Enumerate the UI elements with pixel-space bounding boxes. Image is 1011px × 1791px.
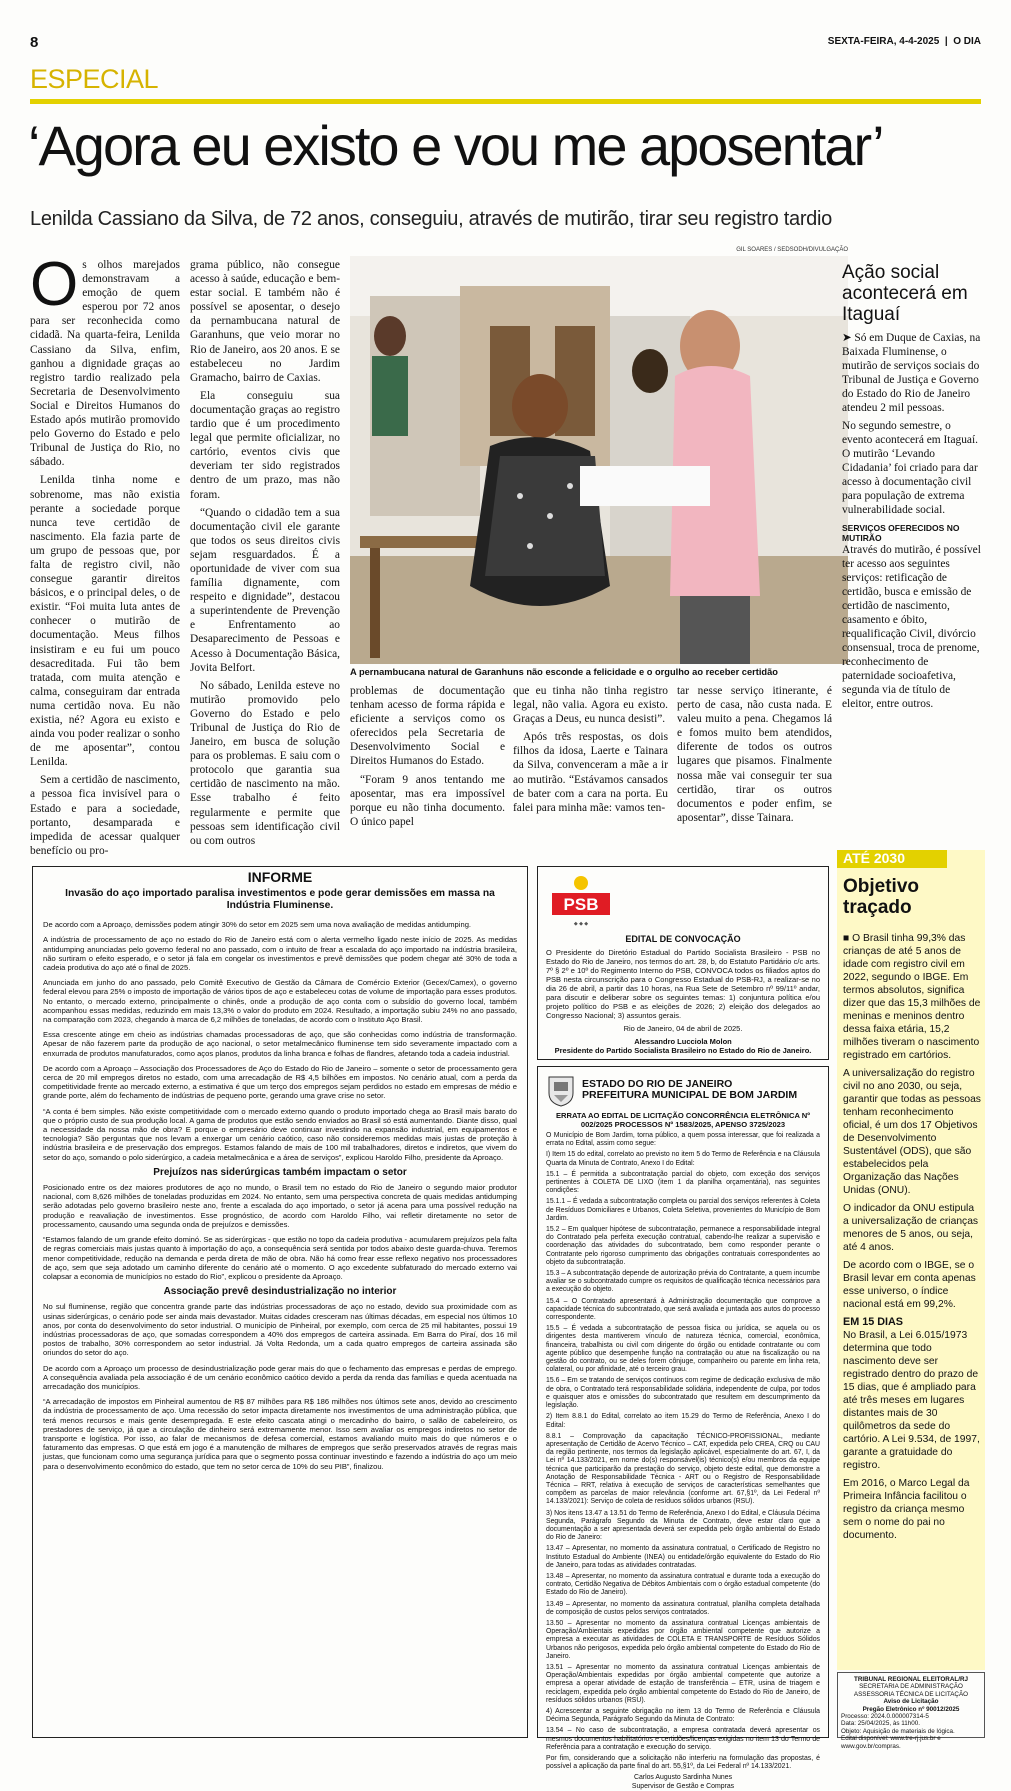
informe-title: Invasão do aço importado paralisa investimentos e pode gerar demissões em massa na Indústria Fluminense. [65,888,495,912]
dropcap: O [30,250,79,319]
tre-line: Pregão Eletrônico nº 90012/2025 [862,1705,960,1713]
paragraph: “Estamos falando de um grande efeito dominó. Se as siderúrgicas - que estão no topo da cadeia produtiva - acumularem prejuízos pela falta de regras comerciais mais justas quanto à importação do aço, a consequência será sentida por todos abaixo deste guarda-chuva. Teremos menor competitividade, redução na demanda e perda direta de mão de obra. Não há como frear esse reflexo negativo nos processadores de aço, sem que seja adotado um caminho diferente do cenário até o momento. O aço excedente subfaturado do mercado externo vai colapsar a economia de municípios no estado do Rio”, explicou o presidente da Aproaço. [43,1235,517,1281]
box-title: Objetivo traçado [843,876,920,918]
tre-detail: Data: 25/04/2025, às 11h00. [841,1720,921,1728]
paragraph: 15.6 – Em se tratando de serviços contínuos com regime de dedicação exclusiva de mão de obra, o Contratado terá responsabilidade solidária, independente de culpa, por todos e quaisquer atos e omissões do subcontratado que resultem em descumprimento da legislação. [546,1377,820,1410]
tre-line: ASSESSORIA TÉCNICA DE LICITAÇÃO [853,1690,969,1698]
page-number: 8 [30,34,39,51]
box-body [843,932,981,1547]
page-header [30,34,981,50]
bom-jardim-signer-role: Supervisor de Gestão e Compras [631,1782,735,1790]
paragraph: Sem a certidão de nascimento, a pessoa fica invisível para o Estado e para a sociedade, portanto, desamparada e impedida de acessar qualquer benefício ou pro- [30,774,180,857]
paragraph: “A conta é bem simples. Não existe competitividade com o mercado externo quando o produto importado chega ao Brasil mais barato do que o próprio custo de sua produção local. A gama de produtos que estão sendo enviados ao Brasil só está aumentando. Diante disso, qual a necessidade da nossa mão de obra? E porque o empresário deve continuar investindo na expansão industrial, em equipamentos e tecnologia? São perguntas que nos levam a enxergar um cenário caótico, caso não consideremos medidas mais justas de proteção à indústria brasileira e de preservação dos empregos. Estamos falando de mais de 100 mil trabalhadores, diretos e indiretos, que vivem do setor do aço, somando o polo siderúrgico, a cadeia metalmecânica e a área de serviços”, explicou Haroldo Filho, presidente da Aproaço. [43,1106,517,1162]
paragraph: 8.8.1 – Comprovação da capacitação TÉCNICO-PROFISSIONAL, mediante apresentação de Certidão de Acervo Técnico – CAT, expedida pelo CREA, CRQ ou CAU da região pertinente, nos termos da legislação aplicável, especialmente do art. 67, I, da Lei nº 14.133/2021, em nome do(s) responsável(is) técnico(s) e/ou membros da equipe técnica que participarão da prestação do serviço, objeto deste edital, que demonstre a Anotação de Responsabilidade Técnica - ART ou o Registro de Responsabilidade Técnica – RRT, relativa à execução de serviços de características semelhantes que compõem as parcelas de maior relevância (conforme art. 67,§1º, da Lei Federal nº 14.133/2021): Serviço de coleta de resíduos sólidos urbanos (RSU). [546,1432,820,1506]
tre-line: SECRETARIA DE ADMINISTRAÇÃO [859,1683,963,1691]
psb-notice [537,866,829,1060]
bom-jardim-header1: ESTADO DO RIO DE JANEIRO [582,1078,733,1090]
paragraph: tar nesse serviço itinerante, é perto de casa, não custa nada. E valeu muito a pena. Chegamos lá e fomos muito bem atendidos, diferente de todos os outros lugares que pisamos. Finalmente nossa mãe vai conseguir ter sua certidão, tirar os outros documentos e poder enfim, se aposentar”, disse Tainara. [677,685,832,824]
section-title: ESPECIAL [30,64,159,94]
paragraph: De acordo com a Aproaço um processo de desindustrialização pode gerar mais do que o fechamento das empresas e perdas de emprego. A consequência avaliada pela associação é de um cenário econômico caótico devido a perda da renda das famílias e queda acentuada na arrecadação dos municípios. [43,1363,517,1391]
paragraph: ■ O Brasil tinha 99,3% das crianças de até 5 anos de idade com registro civil em 2022, segundo o IBGE. Em termos absolutos, significa dizer que das 15,3 milhões de meninas e meninos dentro dessa faixa etária, 15,2 milhões tiveram o nascimento registrado em cartórios. [843,933,981,1061]
photo-credit: GIL SOARES / SEDSODH/DIVULGAÇÃO [736,247,848,253]
box-tag: ATÉ 2030 [837,850,947,868]
paragraph: O Município de Bom Jardim, torna público, a quem possa interessar, que foi realizada a errata no Edital, assim como segue: [546,1132,820,1148]
psb-body: O Presidente do Diretório Estadual do Partido Socialista Brasileiro - PSB no Estado do Rio de Janeiro, nos termos do art. 28, b, do Estatuto Partidário c/c arts. 7º § 2º e 10º do Regimento Interno do PSB, CONVOCA todos os filiados aptos do PSB nesta circunscrição para o Congresso Estadual do PSB-RJ, a realizar-se no dia 26 de abril, a partir das 10 horas, na Rua Sete de Setembro nº 99/11º andar, para discutir e deliberar sobre os seguintes temas: 1) conjuntura política e/ou projeto político do PSB e as eleições de 2026; 2) eleição dos delegados ao Congresso Nacional; 3) assuntos gerais. [546,948,820,1020]
paragraph: 2) Item 8.8.1 do Edital, correlato ao item 15.29 do Termo de Referência, Anexo I do Edital: [546,1413,820,1429]
paragraph: 13.48 – Apresentar, no momento da assinatura contratual e durante toda a execução do contrato, Certidão Negativa de Débitos Ambientais com o órgão estadual competente (do Estado do Rio de Janeiro). [546,1572,820,1597]
paragraph: Em 2016, o Marco Legal da Primeira Infância facilitou o registro da criança mesmo sem o nome do pai no documento. [843,1478,970,1541]
tre-notice [837,1672,985,1750]
paragraph: No sul fluminense, região que concentra grande parte das indústrias processadoras de aço no estado, devido sua proximidade com as usinas siderúrgicas, o cenário pode ser ainda mais devastador. Muitas cidades cresceram nas últimas décadas, em especial nos últimos 10 anos, por conta do desenvolvimento do setor industrial. O município de Pinheiral, por exemplo, com cerca de 25 mil habitantes, possui 19 indústrias processadoras de aço, que somadas correspondem a 40% dos empregos de carteira assinada. Em Barra do Piraí, dos 16 mil postos de trabalho, 30% correspondem ao setor industrial. Já Volta Redonda, um a cada quatro empregos de carteira assinada são oriundos do setor do aço. [43,1302,517,1358]
paragraph: Anunciada em junho do ano passado, pelo Comitê Executivo de Gestão da Câmara de Comércio Exterior (Gecex/Camex), o governo federal elevou para 25% o imposto de importação de vários tipos de aço e estabeleceu cotas de volume de importação para esses produtos. No entanto, o mercado externo, principalmente o chinês, onde a produção de aço conta com o subsídio do governo local, também acompanhou essas medidas, reduzindo em mais 13,3% o valor do produto em 2024. Resultado, a importação subiu 24% no ano passado, na comparação com 2023, chegando à marca de 6,2 milhões de toneladas, de acordo com o Instituto Aço Brasil. [43,978,517,1025]
paragraph: 13.54 – No caso de subcontratação, a empresa contratada deverá apresentar os mesmos documentos habilitatórios e certidões/licenças exigidas no item 13 do Termo de Referência para a contratação e execução do serviço. [546,1727,820,1751]
paragraph: ➤ Só em Duque de Caxias, na Baixada Fluminense, o mutirão de serviços sociais do Tribunal de Justiça e Governo do Estado do Rio de Janeiro atendeu 2 mil pessoas. [842,332,981,414]
psb-signer: Alessandro Lucciola Molon [634,1037,732,1046]
paragraph: 13.50 – Apresentar no momento da assinatura contratual Licenças ambientais de Operação/Ambientais expedidas por órgão ambiental competente que autorize a empresa a executar as atividades de COLETA E TRANSPORTE de Resíduos Sólidos Urbanos não perigosos, expedida pelo órgão ambiental competente do Estado do Rio de Janeiro. [546,1619,820,1660]
tre-line: Aviso de Licitação [883,1698,939,1706]
paragraph: 3) Nos itens 13.47 a 13.51 do Termo de Referência, Anexo I do Edital, e Cláusula Décima Segunda, Parágrafo Segundo da Minuta de Contrato, deve estar claro que a documentação a ser apresentada deverá ser expedida pelo órgão ambiental do Estado do Rio de Janeiro: [546,1509,820,1542]
bom-jardim-signer: Carlos Augusto Sardinha Nunes [633,1774,733,1782]
paragraph: Ela conseguiu sua documentação graças ao registro tardio que é um procedimento legal que permite oficializar, no cartório, eventos civis que deveriam ter sido registrados dentro de um prazo, mas não foram. [190,389,340,501]
paragraph: Lenilda tinha nome e sobrenome, mas não existia perante a sociedade porque nunca teve certidão de nascimento. Ela fazia parte de um grupo de pessoas que, por falta de registro civil, não consegue garantir direitos básicos, e o principal deles, o de existir. “Foi muita luta antes de conhecer o mutirão de documentação. Meus filhos insistiram e eu fui um pouco desacreditada. Fui tão bem tratada, com muita atenção e calma, conseguiram dar entrada numa certidão nova. Eu não existia, né? Agora eu existo e ainda vou poder realizar o sonho de me aposentar”, contou Lenilda. [30,474,180,769]
paragraph: 15.2 – Em qualquer hipótese de subcontratação, permanece a responsabilidade integral do Contratado pela perfeita execução contratual, cabendo-lhe realizar a supervisão e coordenação das atividades do subcontratado, bem como responder perante o Contratante pelo rigoroso cumprimento das obrigações contratuais correspondentes ao objeto da subcontratação. [546,1226,820,1266]
bom-jardim-title: ERRATA AO EDITAL DE LICITAÇÃO CONCORRÊNCIA ELETRÔNICA Nº 002/2025 PROCESSOS Nº 1583/2025, APENSO 3725/2023 [555,1111,811,1129]
tre-detail: Processo: 2024.0.000007314-5 [841,1713,929,1721]
paragraph: 15.1.1 – É vedada a subcontratação completa ou parcial dos serviços referentes à Coleta de Resíduos Domiciliares e Urbanos, Coleta Seletiva, provenientes do Município de Bom Jardim. [546,1198,820,1222]
psb-logo-text: PSB [563,895,599,914]
paragraph: 15.1 – É permitida a subcontratação parcial do objeto, com exceção dos serviços pertinentes à COLETA DE LIXO (item 1 da planilha orçamentária), nas seguintes condições: [546,1170,820,1195]
paragraph: “Foram 9 anos tentando me aposentar, mas era impossível porque eu não tinha documento. O único papel [350,773,505,828]
dateline: SEXTA-FEIRA, 4-4-2025 | O DIA [827,36,981,47]
coat-of-arms-icon [546,1073,576,1107]
paragraph: 13.49 – Apresentar, no momento da assinatura contratual, planilha completa detalhada de composição de custos pelos serviços contratados. [546,1600,820,1616]
paragraph: 4) Acrescentar a seguinte obrigação no item 13 do Termo de Referência e Cláusula Décima Segunda, Parágrafo Segundo da Minuta de Contrato: [546,1708,820,1724]
article-column-3 [350,684,505,833]
informe-label: INFORME [247,869,313,885]
paragraph: 13.47 – Apresentar, no momento da assinatura contratual, o Certificado de Registro no Instituto Estadual do Ambiente (INEA) ou entidade/órgão equivalente do Estado do Rio de Janeiro, para todas as atividades contratadas. [546,1545,820,1569]
sidebar-subhead: SERVIÇOS OFERECIDOS NO MUTIRÃO [842,523,960,543]
photo-caption: A pernambucana natural de Garanhuns não esconde a felicidade e o orgulho ao receber certidão [350,667,778,677]
paragraph: No sábado, Lenilda esteve no mutirão promovido pelo Governo do Estado e pelo Tribunal de Justiça do Rio de Janeiro, em busca de solução para os problemas. E saiu com o protocolo que garantia sua certidão de nascimento na mão. Esse trabalho é feito regularmente e permite que pessoas sem identificação civil ou com outros [190,679,340,847]
headline: ‘Agora eu existo e vou me aposentar’ [28,114,883,177]
informe-ad [32,866,528,1738]
article-column-1 [30,250,180,862]
tre-detail: Edital disponível: www.tre-rj.jus.br e [841,1735,941,1743]
tre-line: TRIBUNAL REGIONAL ELEITORAL/RJ [853,1676,969,1683]
issue-date: SEXTA-FEIRA, 4-4-2025 [827,36,940,47]
paragraph: “A arrecadação de impostos em Pinheiral aumentou de R$ 87 milhões para R$ 186 milhões nos últimos sete anos, devido ao crescimento da indústria de processamento de aço. Uma recessão do setor impacta diretamente nos investimentos de uma administração pública, que terá menos recursos e mais gente desempregada. E este efeito cascata atingi o mercadinho do bairro, o salão de cabeleireiro, os prestadores de serviço, já que a circulação de dinheiro será extremamente menor. Isso sem avaliar os empregos indiretos no setor de transporte e logística. Por isso, ao falar de mecanismos de defesa comercial, estamos avaliando muito mais do que números e o faturamento das empresas. O que está em jogo é a manutenção de milhares de empregos que serão preservados através de regras mais justas, que funcionam como uma segurança jurídica para que o segmento possa continuar investindo e fazendo a indústria do aço um meio para o desenvolvimento econômico do estado, que tem no setor cerca de 10% do seu PIB”, finalizou. [43,1397,517,1471]
paragraph: “Quando o cidadão tem a sua documentação civil ele garante que todos os seus direitos civis sejam resguardados. É a oportunidade de viver com sua família dignamente, com respeito e dignidade”, destacou a superintendente de Prevenção e Enfrentamento ao Desaparecimento de Pessoas e Acesso à Documentação Básica, Jovita Belfort. [190,506,340,674]
paragraph: A universalização do registro civil no ano 2030, ou seja, garantir que todas as pessoas tenham reconhecimento oficial, é um dos 17 Objetivos de Desenvolvimento Sustentável (ODS), que são estabelecidos pela Organização das Nações Unidas (ONU). [843,1068,981,1196]
paragraph: No Brasil, a Lei 6.015/1973 determina que todo nascimento deve ser registrado dentro do prazo de 15 dias, que é ampliado para até três meses em lugares distantes mais de 30 quilômetros da sede do cartório. A Lei 9.534, de 1997, garante a gratuidade do registro. [843,1330,980,1471]
paragraph: O indicador da ONU estipula a universalização de crianças menores de 5 anos, ou seja, até 4 anos. [843,1203,979,1253]
paragraph: Os olhos marejados demonstravam a emoção de quem esperou por 72 anos para ser reconhecida como cidadã. Na quarta-feira, Lenilda Cassiano da Silva, enfim, ganhou a dignidade graças ao registro tardio realizado pela Secretaria de Desenvolvimento Social e Direitos Humanos do Estado após mutirão promovido pelo Governo do Estado e pelo Tribunal de Justiça do Rio, no sábado. [30,250,180,469]
article-column-5 [677,684,832,829]
tre-detail: www.gov.br/compras. [841,1742,901,1750]
paragraph: De acordo com a Aproaço – Associação dos Processadores de Aço do Estado do Rio de Janeiro – somente o setor de processamento gera cerca de 20 mil empregos diretos no estado, com uma arrecadação de R$ 4,5 bilhões em impostos. No cenário atual, com a perda da competitividade frente ao mercado externo, a estimativa é que um terço dos empregos sejam perdidos no estado em empresas de médio e grande porte, além do fechamento de indústrias de pequeno porte, gerando uma grave crise no setor. [43,1063,517,1101]
psb-logo [546,873,616,929]
sidebar-itaguai [842,262,982,715]
paragraph: problemas de documentação tenham acesso de forma rápida e eficiente a serviços como os oferecidos pela Secretaria de Desenvolvimento Social e Direitos Humanos do Estado. [350,685,505,768]
article-column-2 [190,258,340,852]
photo-illustration [350,256,848,664]
paragraph: Por fim, considerando que a solicitação não interferiu na formulação das propostas, é possível a aplicação da parte final do art. 55,§1º, da Lei Federal nº 14.133/2021. [546,1755,820,1771]
informe-subhead: Prejuízos nas siderúrgicas também impactam o setor [153,1166,407,1178]
tre-detail: Objeto: Aquisição de materiais de lógica. [841,1727,955,1735]
psb-title: EDITAL DE CONVOCAÇÃO [625,934,741,944]
informe-subhead: Associação prevê desindustrialização no interior [163,1286,397,1298]
svg-text:◆ ◆ ◆: ◆ ◆ ◆ [573,921,589,927]
section-banner [30,64,981,104]
sidebar-title: Ação social acontecerá em Itaguaí [842,262,968,325]
box-ate-2030 [837,850,985,1670]
paragraph: Essa crescente atinge em cheio as indústrias chamadas processadoras de aço, que são conhecidas como indústria de transformação. Apesar de não fazerem parte da produção de aço nacional, o setor metalmecânico fluminense tem sido severamente impactado com a enxurrada de produtos manufaturados, como aços planos, produtos da linha branca e folhas de flandres, afetando toda a cadeia industrial. [43,1030,517,1058]
paragraph: 15.5 – É vedada a subcontratação de pessoa física ou jurídica, se aquela ou os dirigentes desta mantiverem vínculo de natureza técnica, comercial, econômica, financeira, trabalhista ou civil com dirigente do órgão ou entidade contratante ou com agente público que desempenhe função na contratação ou atue na fiscalização ou na gestão do contrato, ou se deles forem cônjuge, companheiro ou parente em linha reta, colateral, ou por afinidade, até o terceiro grau. [546,1325,820,1374]
paragraph: 15.4 – O Contratado apresentará à Administração documentação que comprove a capacidade técnica do subcontratado, que será avaliada e juntada aos autos do processo correspondente. [546,1297,820,1322]
article-column-4 [513,684,668,819]
paragraph: De acordo com o IBGE, se o Brasil levar em conta apenas esse universo, o índice nacional está em 99,2%. [843,1260,976,1310]
box-subhead: EM 15 DIAS [843,1316,903,1328]
paragraph: No segundo semestre, o evento acontecerá em Itaguaí. O mutirão ‘Levando Cidadania’ foi criado para dar acesso à documentação civil para população de extrema vulnerabilidade social. [842,420,978,516]
paragraph: De acordo com a Aproaço, demissões podem atingir 30% do setor em 2025 sem uma nova avaliação de medidas antidumping. [43,920,472,930]
paragraph: Posicionado entre os dez maiores produtores de aço no mundo, o Brasil tem no estado do Rio de Janeiro o segundo maior produtor nacional, com 8,626 milhões de toneladas produzidas em 2024. No entanto, sem uma perspectiva concreta de quais medidas antidumping serão adotadas pelo governo brasileiro neste ano, frente a escalada do aço importado, o setor já acena para uma possível redução na produção e reavaliação de investimentos. Esse prognóstico, de acordo com Haroldo Filho, vai refletir diretamente no setor de processamento, causando uma segunda onda de prejuízos e demissões. [43,1183,517,1229]
bom-jardim-header2: PREFEITURA MUNICIPAL DE BOM JARDIM [582,1089,798,1101]
paragraph: Após três respostas, os dois filhos da idosa, Laerte e Tainara da Silva, convenceram a mãe a ir ao mutirão. “Estávamos cansados de bater com a cara na porta. Eu falei para minha mãe: vamos ten- [513,731,668,814]
paragraph: que eu tinha não tinha registro legal, não valia. Agora eu existo. Graças a Deus, eu nunca desisti”. [513,685,668,726]
paragraph: grama público, não consegue acesso à saúde, educação e bem-estar social. E também não é possível se aposentar, o desejo da pernambucana natural de Garanhuns, que veio morar no Rio de Janeiro, aos 20 anos. E se estabeleceu no Jardim Gramacho, bairro de Caxias. [190,259,340,384]
psb-date: Rio de Janeiro, 04 de abril de 2025. [623,1024,743,1033]
paper-name: O DIA [953,36,981,47]
psb-signer-role: Presidente do Partido Socialista Brasileiro no Estado do Rio de Janeiro. [554,1046,812,1055]
article-photo [350,256,848,664]
subheadline: Lenilda Cassiano da Silva, de 72 anos, conseguiu, através de mutirão, tirar seu registro tardio [30,208,832,230]
paragraph: Através do mutirão, é possível ter acesso aos seguintes serviços: retificação de certidão, busca e emissão de certidão de nascimento, casamento e óbito, requalificação Civil, divórcio consensual, troca de prenome, reconhecimento de paternidade socioafetiva, segunda via de título de eleitor, entre outros. [842,544,981,710]
paragraph: 13.51 – Apresentar no momento da assinatura contratual Licenças ambientais de Operação/Ambientais expedidas por órgão ambiental competente que autorize a empresa a operar atividade de estação de transferência – ETR, usina de triagem e reciclagem, expedida pelo órgão ambiental competente do Estado do Rio de Janeiro, de resíduos sólidos urbanos (RSU). [546,1663,820,1704]
bom-jardim-header [546,1073,820,1107]
paragraph: I) Item 15 do edital, correlato ao previsto no item 5 do Termo de Referência e na Cláusula Quarta da Minuta de Contrato, Anexo I do Edital: [546,1151,820,1167]
bom-jardim-notice [537,1066,829,1790]
paragraph: 15.3 – A subcontratação depende de autorização prévia do Contratante, a quem incumbe avaliar se o subcontratado cumpre os requisitos de qualificação técnica necessários para a execução do objeto. [546,1270,820,1294]
paragraph: A indústria de processamento de aço no estado do Rio de Janeiro está com o alerta vermelho ligado neste início de 2025. As medidas antidumping anunciadas pelo governo federal no ano passado, com o intuito de frear a escalada do aço importado na indústria brasileira, não surtiram o efeito esperado, e o setor já fala em congelar os investimentos e prevê demissões que podem chegar até 30% de toda a cadeia produtiva do aço até o final de 2025. [43,935,517,973]
